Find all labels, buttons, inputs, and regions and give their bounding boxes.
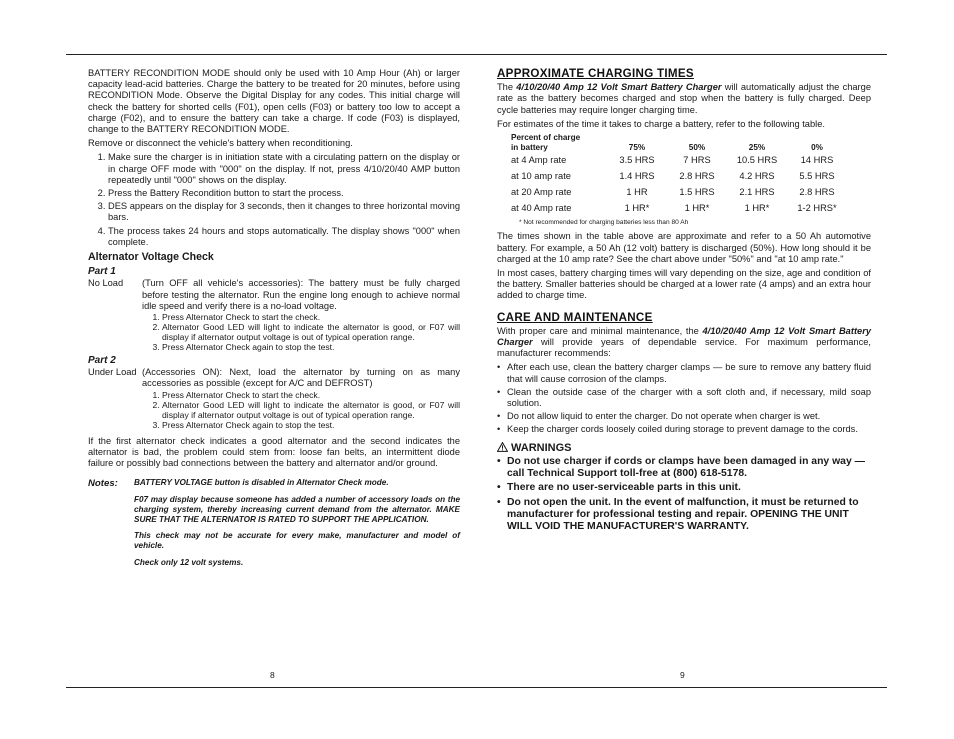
part-1-heading: Part 1 bbox=[88, 266, 116, 278]
remove-battery-note: Remove or disconnect the vehicle's battery when reconditioning. bbox=[88, 138, 353, 149]
notes-block bbox=[88, 478, 460, 575]
recondition-step: 4. The process takes 24 hours and stops automatically. The display shows "000" when complete. bbox=[108, 226, 460, 248]
left-page-column bbox=[88, 68, 460, 575]
charging-times-intro bbox=[497, 82, 871, 116]
warnings-heading bbox=[497, 442, 871, 454]
alternator-check-heading: Alternator Voltage Check bbox=[88, 251, 214, 264]
product-name: 4/10/20/40 Amp 12 Volt Smart Battery Charger bbox=[516, 82, 722, 93]
recondition-step: 3. DES appears on the display for 3 seconds, then it changes to three horizontal moving bars. bbox=[108, 201, 460, 223]
recondition-step: 2. Press the Battery Recondition button to start the process. bbox=[108, 188, 460, 199]
warnings-title: WARNINGS bbox=[511, 441, 572, 454]
no-load-row bbox=[88, 278, 460, 312]
table-cell: 4.2 HRS bbox=[739, 171, 775, 182]
care-post: will provide years of dependable service. For maximum performance, manufacturer recommends: bbox=[497, 337, 871, 359]
table-cell: 7 HRS bbox=[683, 155, 711, 166]
table-cell: 2.8 HRS bbox=[799, 187, 835, 198]
intro-post: will automatically adjust the charge rate as the battery becomes charged and stop when the battery is fully charged. Deep cycle batteries may require longer charging time. bbox=[497, 82, 871, 115]
notes-label: Notes: bbox=[88, 478, 118, 490]
column-header: 50% bbox=[688, 142, 706, 152]
row-label: at 20 Amp rate bbox=[511, 187, 572, 198]
note-item: This check may not be accurate for every make, manufacturer and model of vehicle. bbox=[134, 531, 460, 551]
right-page-column bbox=[497, 68, 871, 536]
care-intro bbox=[497, 326, 871, 360]
table-cell: 1.4 HRS bbox=[619, 171, 655, 182]
table-cell: 1 HR* bbox=[624, 203, 650, 214]
part-2-step: 3. Press Alternator Check again to stop the test. bbox=[162, 420, 460, 430]
table-row bbox=[511, 153, 847, 169]
charging-times-table bbox=[511, 133, 847, 217]
note-item: Check only 12 volt systems. bbox=[134, 558, 244, 568]
table-cell: 1 HR bbox=[626, 187, 648, 198]
column-header: 0% bbox=[811, 142, 823, 152]
table-row bbox=[511, 201, 847, 217]
table-reference: For estimates of the time it takes to charge a battery, refer to the following table. bbox=[497, 118, 825, 129]
product-name: 4/10/20/40 Amp 12 Volt Smart Battery Charger bbox=[497, 325, 871, 348]
warnings-list bbox=[497, 456, 871, 533]
part-1-step: 1. Press Alternator Check to start the check. bbox=[162, 312, 460, 322]
warning-item: • There are no user-serviceable parts in this unit. bbox=[497, 482, 871, 494]
notes-body bbox=[134, 478, 460, 575]
table-cell: 5.5 HRS bbox=[799, 171, 835, 182]
row-label: at 10 amp rate bbox=[511, 171, 571, 182]
alternator-conclusion: If the first alternator check indicates a good alternator and the second indicates the alternator is bad, the problem could stem from: loose fan belts, an intermittent diode failure or possibly bad connections between the battery and alternator and/or ground. bbox=[88, 435, 460, 469]
recondition-steps bbox=[88, 152, 460, 248]
table-cell: 2.1 HRS bbox=[739, 187, 775, 198]
recondition-intro: BATTERY RECONDITION MODE should only be used with 10 Amp Hour (Ah) or larger capacity lead-acid batteries. Charge the battery to be treated for 20 minutes, before using RECONDITION Mode. Observe the Digital Display for any codes. This initial charge will check the battery for shorted cells (F01), open cells (F03) or battery too low to accept a charge (F02), and to ensure the battery can take a charge. If code (F03) is displayed, change to the BATTERY RECONDITION MODE. bbox=[88, 68, 460, 135]
table-header-row bbox=[511, 133, 847, 153]
table-cell: 10.5 HRS bbox=[736, 155, 778, 166]
part-2-step: 1. Press Alternator Check to start the check. bbox=[162, 390, 460, 400]
part-1-step: 3. Press Alternator Check again to stop the test. bbox=[162, 342, 460, 352]
charging-times-heading: APPROXIMATE CHARGING TIMES bbox=[497, 67, 694, 80]
recondition-step: 1. Make sure the charger is in initiation state with a circulating pattern on the display or in charge OFF mode with "000" on the display. If not, press 4/10/20/40 AMP button repeatedly until "000" shows on the display. bbox=[108, 152, 460, 186]
table-cell: 14 HRS bbox=[800, 155, 834, 166]
warning-item: • Do not use charger if cords or clamps have been damaged in any way — call Technical Support toll-free at (800) 618-5178. bbox=[497, 456, 871, 480]
warning-item: • Do not open the unit. In the event of malfunction, it must be returned to manufacturer for professional testing and repair. OPENING THE UNIT WILL VOID THE MANUFACTURER'S WARRANTY. bbox=[497, 497, 871, 532]
under-load-text: (Accessories ON): Next, load the alternator by turning on as many accessories as possible (except for A/C and DEFROST) bbox=[142, 367, 460, 389]
table-footnote: * Not recommended for charging batteries less than 80 Ah bbox=[519, 219, 689, 227]
intro-pre: The bbox=[497, 82, 517, 93]
charging-example: The times shown in the table above are approximate and refer to a 50 Ah automotive battery. For example, a 50 Ah (12 volt) battery is discharged (50%). How long should it be charged at the 10 amp rate? See the chart above under "50%" and "at 10 amp rate." bbox=[497, 231, 871, 264]
no-load-text: (Turn OFF all vehicle's accessories): The battery must be fully charged before testing the alternator. Run the engine long enough to achieve normal idle speed and verify there is a no-load voltage. bbox=[142, 278, 460, 311]
care-item: • Do not allow liquid to enter the charger. Do not operate when charger is wet. bbox=[497, 411, 871, 422]
part-1-step: 2. Alternator Good LED will light to indicate the alternator is good, or F07 will display if alternator output voltage is out of typical operation range. bbox=[162, 322, 460, 342]
column-header: 25% bbox=[748, 142, 766, 152]
table-row bbox=[511, 185, 847, 201]
table-cell: 1-2 HRS* bbox=[797, 203, 837, 214]
page-number-right: 9 bbox=[680, 670, 685, 680]
part-2-heading: Part 2 bbox=[88, 355, 116, 367]
part-1-steps bbox=[88, 312, 460, 352]
part-2-step: 2. Alternator Good LED will light to indicate the alternator is good, or F07 will display if alternator output voltage is out of typical operation range. bbox=[162, 400, 460, 420]
header-line-2: in battery bbox=[511, 142, 548, 152]
care-item: • Clean the outside case of the charger with a soft cloth and, if necessary, mild soap solution. bbox=[497, 387, 871, 409]
no-load-label: No Load bbox=[88, 278, 124, 289]
row-label: at 40 Amp rate bbox=[511, 203, 572, 214]
table-cell: 3.5 HRS bbox=[619, 155, 655, 166]
part-2-steps bbox=[88, 390, 460, 430]
table-cell: 2.8 HRS bbox=[679, 171, 715, 182]
care-item: • Keep the charger cords loosely coiled during storage to prevent damage to the cords. bbox=[497, 424, 871, 435]
table-cell: 1 HR* bbox=[744, 203, 770, 214]
care-list bbox=[497, 362, 871, 435]
column-header: 75% bbox=[628, 142, 646, 152]
care-pre: With proper care and minimal maintenance, the bbox=[497, 325, 703, 336]
note-item: BATTERY VOLTAGE button is disabled in Alternator Check mode. bbox=[134, 478, 389, 488]
care-item: • After each use, clean the battery charger clamps — be sure to remove any battery fluid that will cause corrosion of the clamps. bbox=[497, 362, 871, 384]
table-header-label bbox=[511, 133, 607, 153]
care-heading: CARE AND MAINTENANCE bbox=[497, 310, 653, 324]
table-cell: 1.5 HRS bbox=[679, 187, 715, 198]
warning-triangle-icon bbox=[497, 442, 508, 452]
note-item: F07 may display because someone has added a number of accessory loads on the charging system, thereby increasing current demand from the alternator. MAKE SURE THAT THE ALTERNATOR IS RATED TO SUPPORT THE APPLICATION. bbox=[134, 495, 460, 524]
under-load-row bbox=[88, 367, 460, 389]
page-number-left: 8 bbox=[270, 670, 275, 680]
table-row bbox=[511, 169, 847, 185]
header-line-1: Percent of charge bbox=[511, 133, 581, 143]
row-label: at 4 Amp rate bbox=[511, 155, 567, 166]
charging-variance: In most cases, battery charging times will vary depending on the size, age and condition of the battery. Smaller batteries should be charged at a lower rate (4 amps) and an extra hour added to charge time. bbox=[497, 268, 871, 301]
table-cell: 1 HR* bbox=[684, 203, 710, 214]
under-load-label: Under Load bbox=[88, 367, 137, 378]
